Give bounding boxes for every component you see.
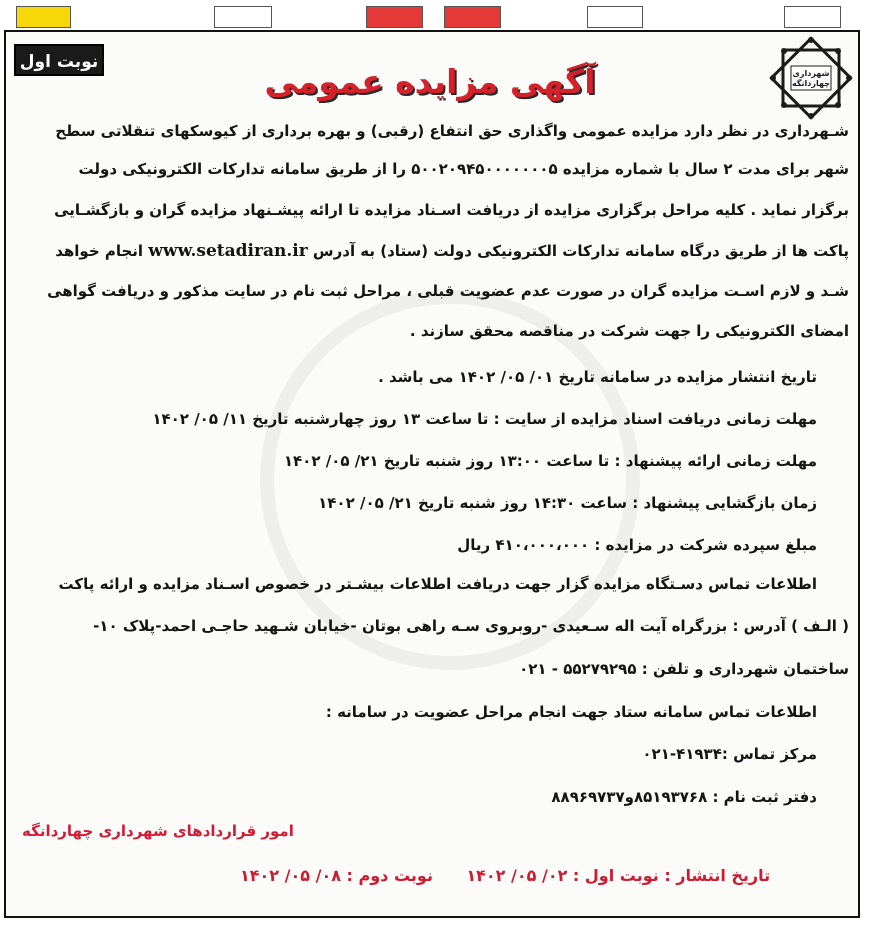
publish-date-line: تاریخ انتشار مزایده در سامانه تاریخ ۰۱/ ۰۵/ ۱۴۰۲ می باشد . bbox=[378, 368, 817, 386]
red-tab bbox=[366, 6, 423, 28]
address-line: ( الـف ) آدرس : بزرگراه آیت اله سـعیدی -روبروی سـه راهی بوتان -خیابان شـهید حاجـی احمد-پلاک ۱۰- bbox=[93, 617, 849, 635]
body-line-4-start: پاکت ها از طریق درگاه سامانه تدارکات الکترونیکی دولت (ستاد) به آدرس bbox=[312, 242, 849, 260]
pub-first-date: تاریخ انتشار : نوبت اول : ۰۲/ ۰۵/ ۱۴۰۲ bbox=[466, 866, 771, 885]
white-tab bbox=[784, 6, 841, 28]
signature-department: امور قراردادهای شهرداری چهاردانگه bbox=[22, 822, 294, 840]
logo-text-line1: شهرداری bbox=[792, 69, 830, 78]
body-line-3: برگزار نماید . کلیه مراحل برگزاری مزایده از دریافت اسـناد مزایده تا ارائه پیشـنهاد مزایده گران و بازگشـایی bbox=[54, 201, 849, 219]
white-tab bbox=[214, 6, 272, 28]
setad-url-link[interactable]: www.setadiran.ir bbox=[148, 241, 308, 261]
deposit-line: مبلغ سپرده شرکت در مزایده : ۴۱۰،۰۰۰،۰۰۰ ریال bbox=[457, 536, 817, 554]
call-center-line: مرکز تماس :۴۱۹۳۴-۰۲۱ bbox=[642, 745, 817, 763]
body-line-2: شهر برای مدت ۲ سال با شماره مزایده ۵۰۰۲۰۹۴۵۰۰۰۰۰۰۰۵ را از طریق سامانه تدارکات الکترونیکی دولت bbox=[78, 160, 849, 178]
red-tab bbox=[444, 6, 501, 28]
opening-time-line: زمان بازگشایی پیشنهاد : ساعت ۱۴:۳۰ روز شنبه تاریخ ۲۱/ ۰۵/ ۱۴۰۲ bbox=[318, 494, 817, 512]
yellow-tab bbox=[16, 6, 71, 28]
logo-text-line2: چهاردانگه bbox=[791, 79, 831, 88]
body-line-1: شـهرداری در نظر دارد مزایده عمومی واگذاری حق انتفاع (رقبی) و بهره برداری از کیوسکهای تنقلاتی سطح bbox=[55, 122, 849, 140]
body-line-6: امضای الکترونیکی را جهت شرکت در مناقصه محقق سازند . bbox=[409, 322, 849, 340]
color-tab-strip bbox=[0, 6, 869, 30]
body-line-4-end: انجام خواهد bbox=[55, 242, 144, 260]
body-line-4 bbox=[55, 241, 849, 261]
bid-deadline-line: مهلت زمانی ارائه پیشنهاد : تا ساعت ۱۳:۰۰ روز شنبه تاریخ ۲۱/ ۰۵/ ۱۴۰۲ bbox=[283, 452, 817, 470]
body-line-5: شـد و لازم اسـت مزایده گران در صورت عدم عضویت قبلی ، مراحل ثبت نام در سایت مذکور و دریافت گواهی bbox=[47, 282, 849, 300]
municipality-logo bbox=[769, 36, 853, 120]
white-tab bbox=[587, 6, 643, 28]
issue-badge: نوبت اول bbox=[14, 44, 104, 76]
setad-intro-line: اطلاعات تماس سامانه ستاد جهت انجام مراحل عضویت در سامانه : bbox=[325, 703, 817, 721]
page-title: آگهی مزایده عمومی bbox=[264, 62, 596, 101]
contact-intro-line: اطلاعات تماس دسـتگاه مزایده گزار جهت دریافت اطلاعات بیشـتر در خصوص اسـناد مزایده و ارائه پاکت bbox=[58, 575, 817, 593]
publication-dates bbox=[240, 866, 770, 885]
phone-line: ساختمان شهرداری و تلفن : ۵۵۲۷۹۲۹۵ - ۰۲۱ bbox=[519, 660, 849, 678]
docs-deadline-line: مهلت زمانی دریافت اسناد مزایده از سایت : تا ساعت ۱۳ روز چهارشنبه تاریخ ۱۱/ ۰۵/ ۱۴۰۲ bbox=[152, 410, 817, 428]
registration-office-line: دفتر ثبت نام : ۸۵۱۹۳۷۶۸و۸۸۹۶۹۷۳۷ bbox=[551, 788, 817, 806]
watermark-seal bbox=[260, 290, 640, 670]
pub-second-date: نوبت دوم : ۰۸/ ۰۵/ ۱۴۰۲ bbox=[240, 866, 433, 885]
